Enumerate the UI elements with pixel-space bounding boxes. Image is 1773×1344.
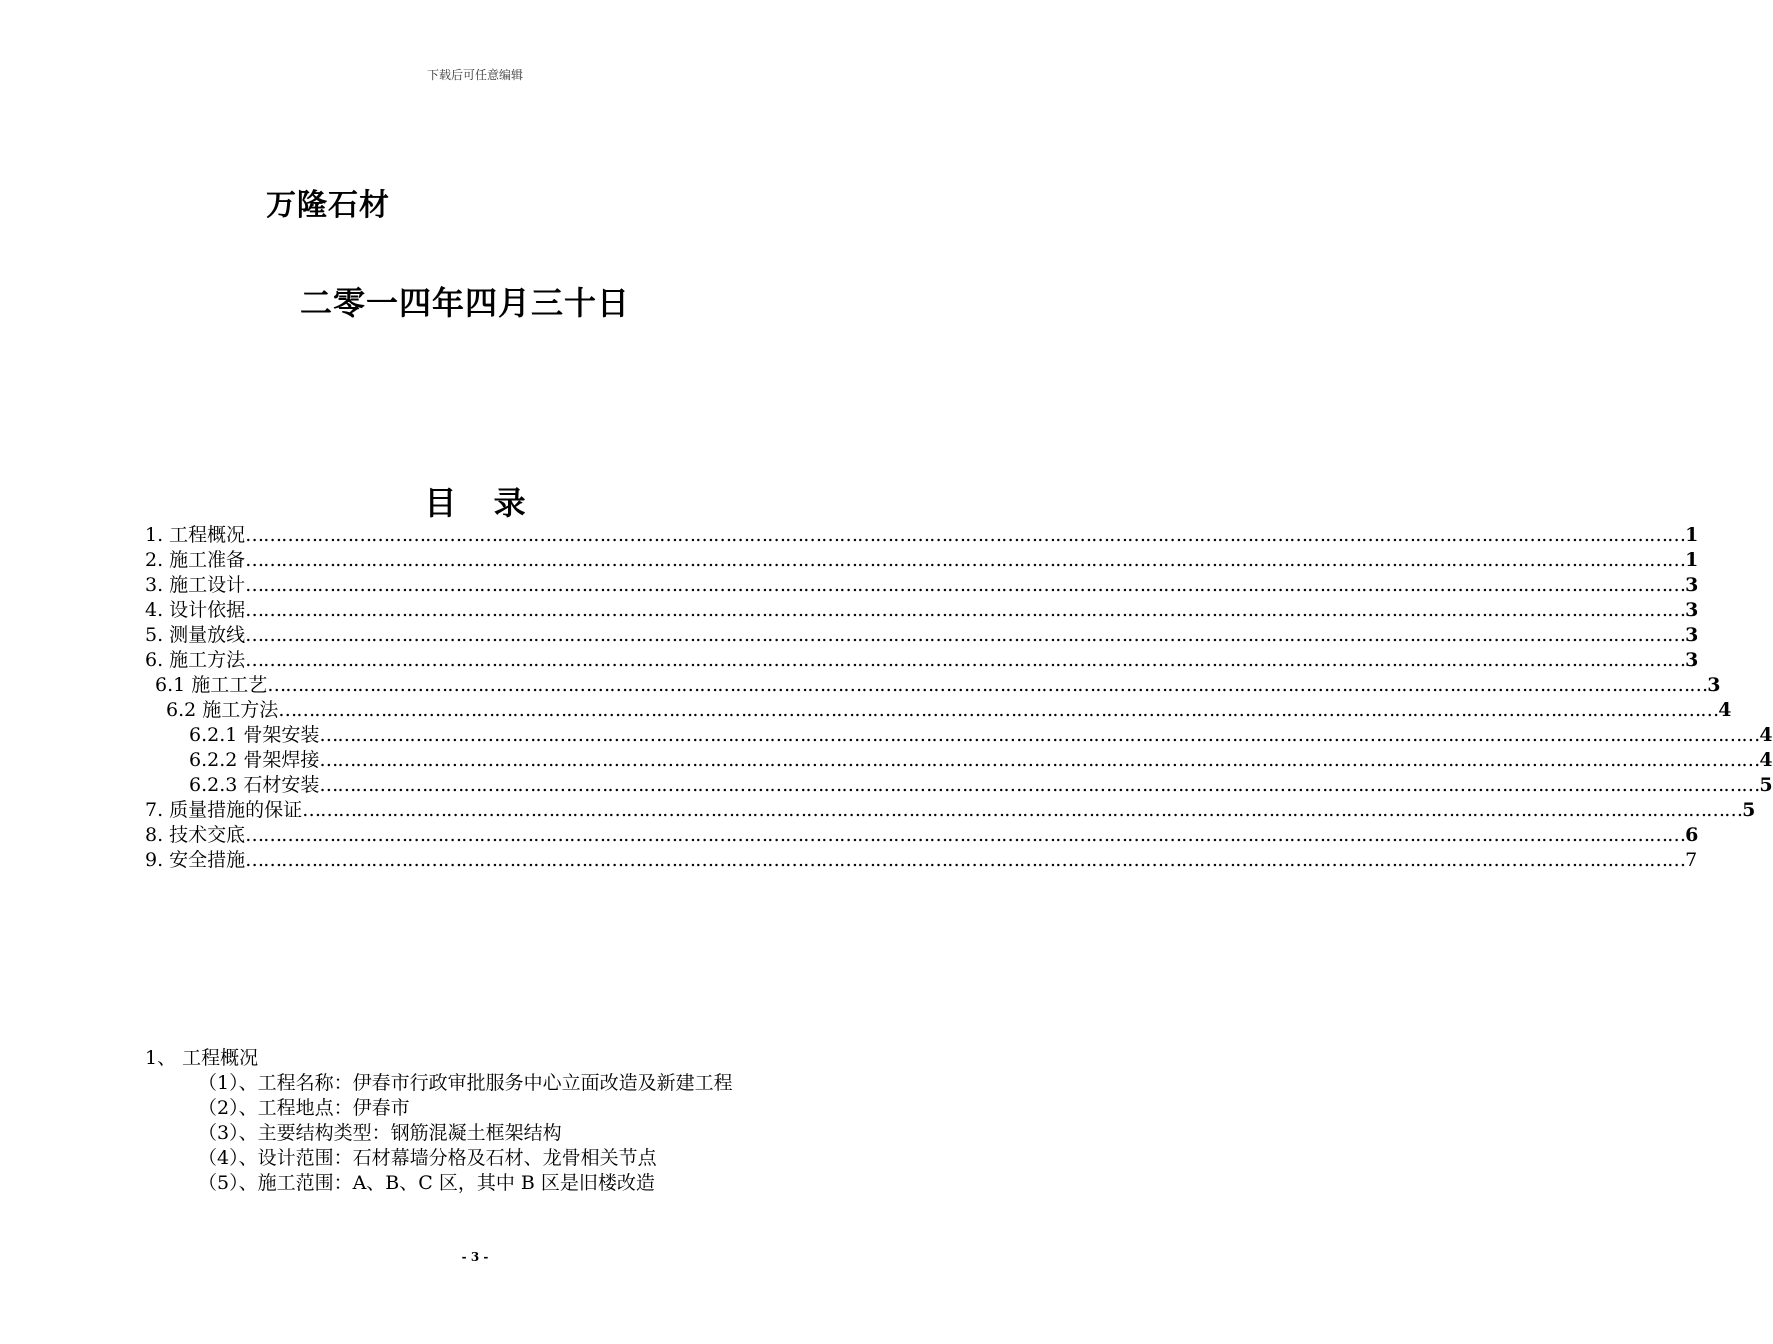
toc-entry-label: 8. 技术交底 (145, 824, 246, 846)
toc-entry[interactable] (145, 823, 1699, 848)
toc-entry-page: 3 (1707, 674, 1721, 696)
toc-entry-label: 5. 测量放线 (145, 624, 246, 646)
toc-entry-label: 7. 质量措施的保证 (145, 799, 303, 821)
toc-entry-page: 4 (1759, 749, 1773, 771)
section-project-overview (145, 1046, 815, 1196)
toc-entry[interactable] (145, 598, 1699, 623)
toc-leader-dots: …………………………………………………………………………………………………………………………………………………………………………………………………………………… (245, 549, 1686, 571)
toc-entry[interactable] (145, 623, 1699, 648)
toc-entry-page: 4 (1759, 724, 1773, 746)
toc-entry-page: 3 (1685, 574, 1699, 596)
toc-entry-label: 6.2.3 石材安装 (189, 774, 320, 796)
toc-entry[interactable] (145, 773, 1773, 798)
toc-entry[interactable] (145, 848, 1698, 873)
toc-entry[interactable] (145, 673, 1721, 698)
toc-leader-dots: …………………………………………………………………………………………………………………………………………………………………………………………………………………… (245, 849, 1686, 871)
company-name: 万隆石材 (266, 188, 390, 223)
toc-entry[interactable] (145, 548, 1699, 573)
toc-title: 目 录 (424, 484, 526, 522)
toc-entry[interactable] (145, 798, 1756, 823)
toc-entry-label: 4. 设计依据 (145, 599, 246, 621)
toc-entry-label: 6.2.2 骨架焊接 (189, 749, 320, 771)
toc-leader-dots: …………………………………………………………………………………………………………………………………………………………………………………………………………………… (245, 524, 1686, 546)
toc-entry-label: 1. 工程概况 (145, 524, 246, 546)
section-heading: 1、 工程概况 (145, 1047, 259, 1069)
toc-entry-page: 5 (1742, 799, 1756, 821)
overview-item: （5）、施工范围：A、B、C 区，其中 B 区是旧楼改造 (198, 1172, 655, 1194)
table-of-contents (145, 523, 1773, 873)
toc-entry-label: 3. 施工设计 (145, 574, 246, 596)
cover-date: 二零一四年四月三十日 (300, 284, 631, 322)
overview-item: （1）、工程名称：伊春市行政审批服务中心立面改造及新建工程 (198, 1072, 733, 1094)
toc-leader-dots: …………………………………………………………………………………………………………………………………………………………………………………………………………………… (245, 624, 1686, 646)
toc-entry[interactable] (145, 648, 1699, 673)
toc-leader-dots: …………………………………………………………………………………………………………………………………………………………………………………………………………………… (245, 649, 1686, 671)
toc-entry-label: 6. 施工方法 (145, 649, 246, 671)
toc-entry[interactable] (145, 523, 1699, 548)
toc-leader-dots: …………………………………………………………………………………………………………………………………………………………………………………………………………………… (267, 674, 1708, 696)
toc-entry[interactable] (145, 723, 1773, 748)
toc-entry-page: 3 (1685, 599, 1699, 621)
toc-entry-label: 6.2.1 骨架安装 (189, 724, 320, 746)
toc-entry-label: 6.2 施工方法 (166, 699, 279, 721)
toc-entry-label: 6.1 施工工艺 (155, 674, 268, 696)
toc-entry[interactable] (145, 698, 1732, 723)
toc-leader-dots: …………………………………………………………………………………………………………………………………………………………………………………………………………………… (278, 699, 1719, 721)
toc-leader-dots: …………………………………………………………………………………………………………………………………………………………………………………………………………………… (319, 724, 1760, 746)
toc-entry-page: 5 (1759, 774, 1773, 796)
toc-leader-dots: …………………………………………………………………………………………………………………………………………………………………………………………………………………… (245, 824, 1686, 846)
toc-leader-dots: …………………………………………………………………………………………………………………………………………………………………………………………………………………… (302, 799, 1743, 821)
page-header-note: 下载后可任意编辑 (426, 68, 523, 82)
toc-entry-page: 1 (1685, 524, 1699, 546)
page-number: - 3 - (461, 1250, 489, 1264)
toc-entry[interactable] (145, 748, 1773, 773)
toc-entry-page: 1 (1685, 549, 1699, 571)
toc-leader-dots: …………………………………………………………………………………………………………………………………………………………………………………………………………………… (319, 749, 1760, 771)
toc-entry-label: 2. 施工准备 (145, 549, 246, 571)
toc-entry-page: 4 (1718, 699, 1732, 721)
overview-item: （4）、设计范围：石材幕墙分格及石材、龙骨相关节点 (198, 1147, 657, 1169)
toc-leader-dots: …………………………………………………………………………………………………………………………………………………………………………………………………………………… (245, 599, 1686, 621)
toc-entry-page: 3 (1685, 649, 1699, 671)
toc-leader-dots: …………………………………………………………………………………………………………………………………………………………………………………………………………………… (245, 574, 1686, 596)
toc-entry-label: 9. 安全措施 (145, 849, 246, 871)
toc-entry[interactable] (145, 573, 1699, 598)
overview-item: （2）、工程地点：伊春市 (198, 1097, 410, 1119)
toc-entry-page: 6 (1685, 824, 1699, 846)
toc-entry-page: 7 (1685, 849, 1698, 871)
toc-leader-dots: …………………………………………………………………………………………………………………………………………………………………………………………………………………… (319, 774, 1760, 796)
toc-entry-page: 3 (1685, 624, 1699, 646)
overview-item: （3）、主要结构类型：钢筋混凝土框架结构 (198, 1122, 562, 1144)
